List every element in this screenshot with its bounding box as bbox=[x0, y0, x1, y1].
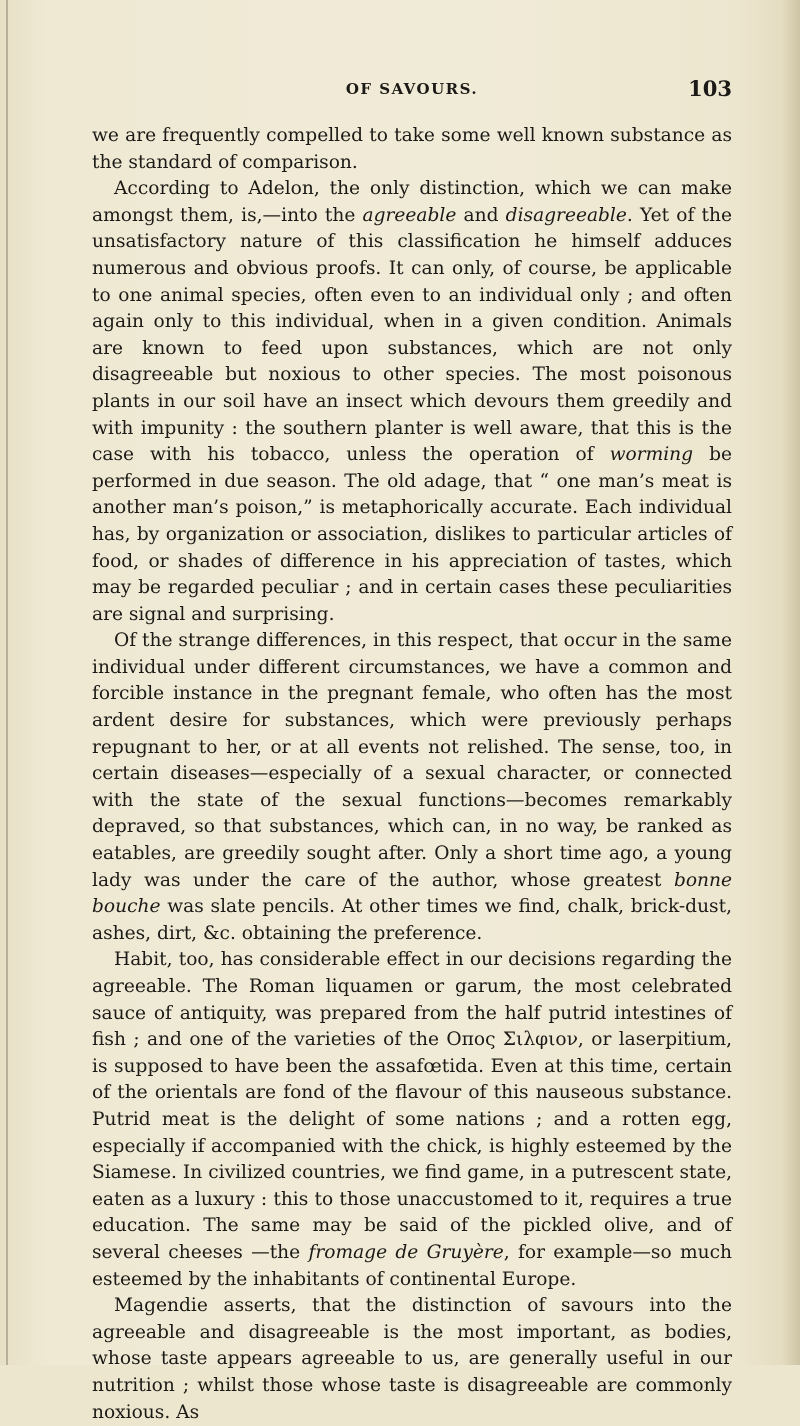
body-text bbox=[92, 123, 732, 1426]
text-run: , for example—so much esteemed by the inhabitants of continental Europe. bbox=[92, 1241, 732, 1290]
page-header bbox=[92, 76, 732, 108]
page-edge-shadow bbox=[782, 0, 800, 1365]
text-run: . Yet of the unsatisfactory nature of this classification he himself adduces numerous and obvious proofs. It can only, of course, be applicable to one animal species, often even to an individual only ; and often again only to this individual, when in a given condition. Animals are known to feed upon substances, which are not only disagreeable but noxious to other species. The most poisonous plants in our soil have an insect which devours them greedily and with impunity : the southern planter is well aware, that this is the case with his tobacco, unless the operation of bbox=[92, 204, 732, 466]
text-run: Of the strange differences, in this respect, that occur in the same individual under different circumstances, we have a common and forcible instance in the pregnant female, who often has the most ardent desire for substances, which were previously perhaps repugnant to her, or at all events not relished. The sense, too, in certain diseases—especially of a sexual character, or connected with the state of the sexual functions—becomes remarkably depraved, so that substances, which can, in no way, be ranked as eatables, are greedily sought after. Only a short time ago, a young lady was under the care of the author, whose greatest bbox=[92, 630, 732, 891]
italic-term: agreeable bbox=[362, 204, 457, 226]
paragraph-adelon bbox=[92, 176, 732, 628]
paragraph-continued bbox=[92, 123, 732, 176]
text-run: Magendie asserts, that the distinction of savours into the agreeable and disagreeable is the most important, as bodies, whose taste appears agreeable to us, are generally useful in our nutrition ; whilst those whose taste is disagreeable are commonly noxious. As bbox=[92, 1295, 732, 1423]
binding-edge bbox=[6, 0, 8, 1365]
italic-term: bonne bouche bbox=[92, 869, 732, 918]
page-number: 103 bbox=[688, 76, 732, 101]
italic-term: worming bbox=[609, 444, 694, 466]
italic-term: fromage de Gruyère bbox=[308, 1241, 504, 1263]
italic-term: disagreeable bbox=[505, 204, 627, 226]
paragraph-habit bbox=[92, 947, 732, 1293]
text-run: According to Adelon, the only distinction, which we can make amongst them, is,—into the bbox=[92, 178, 732, 226]
text-run: Habit, too, has considerable effect in our decisions regarding the agreeable. The Roman liquamen or garum, the most celebrated sauce of antiquity, was prepared from the half putrid intestines of fish ; and one of the varieties of the Οπος Σιλφιον, or laserpitium, is supposed to have been the assafœtida. Even at this time, certain of the orientals are fond of the flavour of this nauseous substance. Putrid meat is the delight of some nations ; and a rotten egg, especially if accompanied with the chick, is highly esteemed by the Siamese. In civilized countries, we find game, in a putrescent state, eaten as a luxury : this to those unaccustomed to it, requires a true education. The same may be said of the pickled olive, and of several cheeses —the bbox=[92, 949, 732, 1263]
paragraph-differences bbox=[92, 628, 732, 947]
text-run: and bbox=[456, 204, 506, 226]
text-run: we are frequently compelled to take some well known substance as the standard of comparison. bbox=[92, 125, 732, 173]
text-run: be performed in due season. The old adage, that “ one man’s meat is another man’s poison,” is metaphorically accurate. Each individual has, by organization or association, dislikes to particular articles of food, or shades of difference in his appreciation of tastes, which may be regarded peculiar ; and in certain cases these peculiarities are signal and surprising. bbox=[92, 444, 732, 625]
text-run: was slate pencils. At other times we find, chalk, brick-dust, ashes, dirt, &c. obtaining the preference. bbox=[92, 896, 732, 944]
running-head: OF SAVOURS. bbox=[345, 80, 479, 98]
paragraph-magendie bbox=[92, 1293, 732, 1426]
